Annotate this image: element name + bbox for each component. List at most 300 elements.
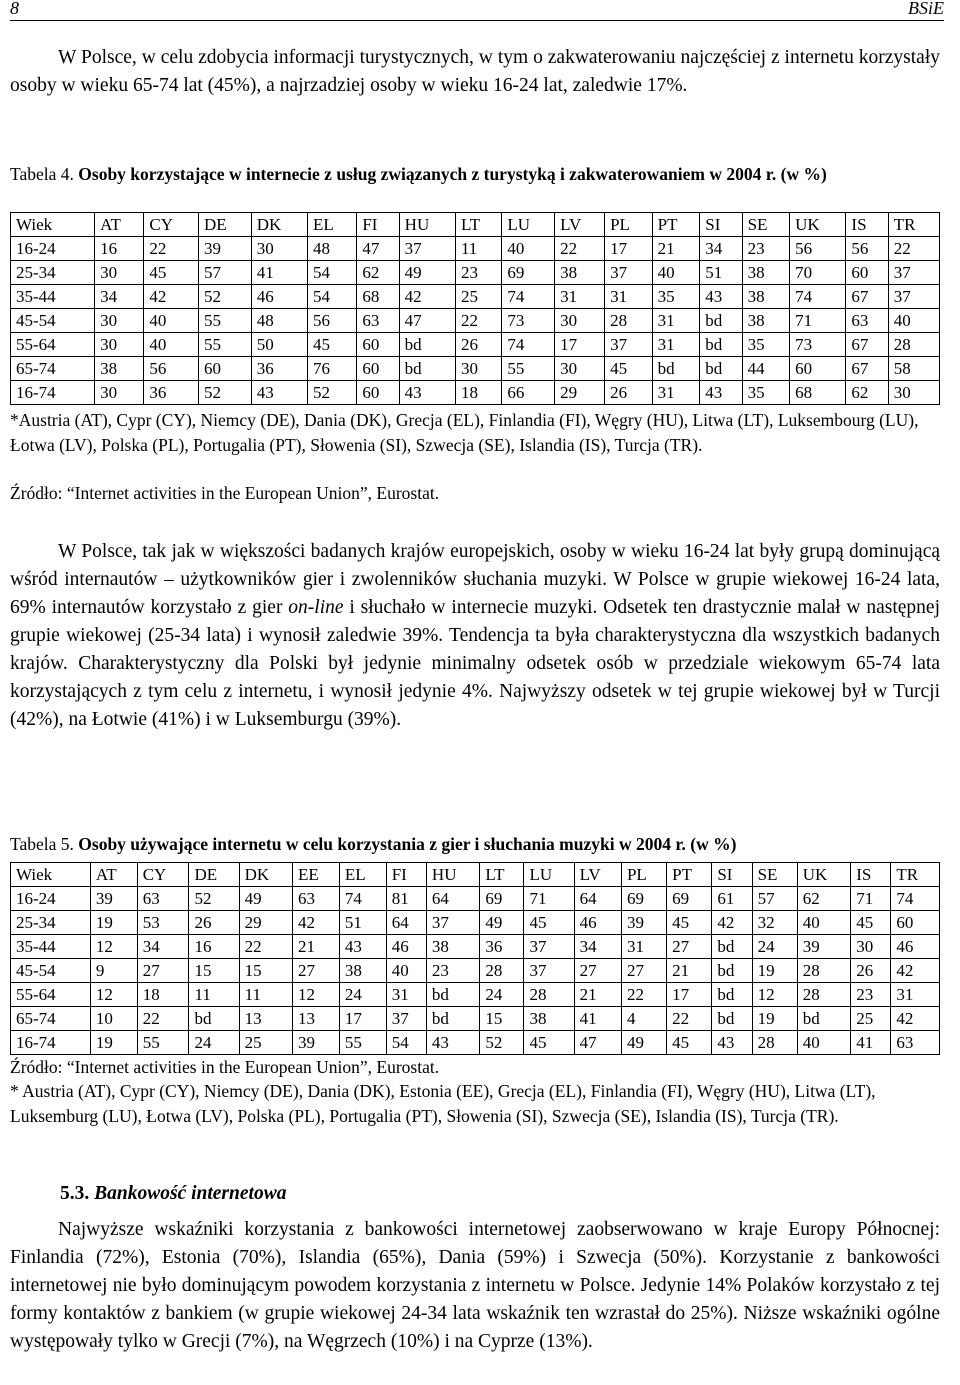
games-text-a: W Polsce, tak jak w większości badanych krajów europejskich, osoby w wieku 16-24 lat były grupą dominującą wśród internautów – użytkowników gier i zwolenników słuchania muzyki. W Polsce w grupie wiekowej 16-24 lata, 69% internautów korzystało z gier [10, 541, 940, 618]
table-cell: 45 [851, 911, 891, 935]
table-cell: 55 [502, 357, 555, 381]
table-cell: 67 [846, 333, 888, 357]
table-cell: 73 [790, 333, 846, 357]
table-cell: 31 [605, 285, 653, 309]
table-cell: 16-24 [11, 887, 91, 911]
table-cell: 38 [339, 959, 386, 983]
table-header-cell: AT [90, 863, 137, 887]
table-cell: 38 [742, 309, 790, 333]
table-cell: 65-74 [11, 1007, 91, 1031]
table-cell: 16-24 [11, 237, 95, 261]
section-title: Bankowość internetowa [94, 1183, 287, 1204]
table-cell: 54 [386, 1031, 426, 1055]
table-cell: 30 [95, 261, 144, 285]
table-cell: 46 [574, 911, 621, 935]
table-cell: 54 [308, 285, 357, 309]
table-cell: 60 [357, 381, 399, 405]
table-cell: 42 [293, 911, 340, 935]
table-header-cell: SE [752, 863, 797, 887]
table-cell: bd [426, 1007, 479, 1031]
table-header-cell: EE [293, 863, 340, 887]
table-cell: 52 [480, 1031, 524, 1055]
table-cell: 18 [137, 983, 189, 1007]
table-header-cell: TR [888, 213, 939, 237]
table-cell: 42 [712, 911, 752, 935]
table-cell: 31 [386, 983, 426, 1007]
table-cell: 61 [712, 887, 752, 911]
table-cell: 40 [502, 237, 555, 261]
table-cell: 52 [308, 381, 357, 405]
table-header-cell: LT [480, 863, 524, 887]
table-cell: 56 [308, 309, 357, 333]
table-cell: 15 [189, 959, 239, 983]
table-cell: 13 [239, 1007, 292, 1031]
table-cell: 43 [426, 1031, 479, 1055]
table-header-cell: SI [700, 213, 742, 237]
table-header-cell: Wiek [11, 863, 91, 887]
table-cell: 60 [357, 333, 399, 357]
table-cell: 25-34 [11, 261, 95, 285]
table-cell: 43 [700, 381, 742, 405]
table-cell: bd [652, 357, 700, 381]
table-cell: 24 [339, 983, 386, 1007]
table-cell: 39 [797, 935, 850, 959]
banking-text: Najwyższe wskaźniki korzystania z bankowości internetowej zaobserwowano w kraje Europy Północnej: Finlandia (72%), Estonia (70%), Islandia (65%), Dania (59%) i Szwecja (50%). Korzystanie z bankowości internetowej nie było dominującym powodem korzystania z internetu w Polsce. Jedynie 14% Polaków korzystało z tej formy kontaktów z bankiem (w grupie wiekowej 24-34 lata wskaźnik ten wzrastał do 25%). Niższe wskaźniki ogólne występowały tylko w Grecji (7%), na Węgrzech (10%) i na Cyprze (13%). [10, 1219, 940, 1352]
table-cell: 16-74 [11, 381, 95, 405]
table-cell: 45 [308, 333, 357, 357]
table-cell: 55 [339, 1031, 386, 1055]
table-cell: 31 [652, 309, 700, 333]
table-cell: 21 [667, 959, 712, 983]
table5 [10, 862, 940, 1055]
table-cell: 22 [239, 935, 292, 959]
table-cell: 62 [797, 887, 850, 911]
table-header-cell: UK [790, 213, 846, 237]
table-cell: bd [700, 309, 742, 333]
table-cell: 30 [251, 237, 307, 261]
table5-source: Źródło: “Internet activities in the European Union”, Eurostat. [10, 1057, 440, 1077]
table-cell: 12 [90, 983, 137, 1007]
table-cell: 17 [555, 333, 605, 357]
table-header-cell: IS [846, 213, 888, 237]
table-cell: 56 [846, 237, 888, 261]
table-cell: 52 [198, 381, 251, 405]
table-header-cell: DE [198, 213, 251, 237]
table4-footnote: *Austria (AT), Cypr (CY), Niemcy (DE), Dania (DK), Grecja (EL), Finlandia (FI), Węgry (HU), Litwa (LT), Luksembourg (LU), Łotwa (LV), Polska (PL), Portugalia (PT), Słowenia (SI), Szwecja (SE), Islandia (IS), Turcja (TR). [10, 410, 919, 455]
table-cell: 32 [752, 911, 797, 935]
table-cell: 48 [308, 237, 357, 261]
table-cell: 23 [742, 237, 790, 261]
table-cell: 30 [95, 309, 144, 333]
table-cell: 76 [308, 357, 357, 381]
table-cell: 39 [621, 911, 666, 935]
table-header-cell: PT [652, 213, 700, 237]
table-cell: bd [797, 1007, 850, 1031]
table-cell: 60 [790, 357, 846, 381]
table-header-cell: HU [399, 213, 455, 237]
table-cell: 11 [189, 983, 239, 1007]
table-cell: 16-74 [11, 1031, 91, 1055]
table-cell: 10 [90, 1007, 137, 1031]
games-text-b: i słuchało w internecie muzyki. Odsetek ten drastycznie malał w następnej grupie wiekowej (25-34 lata) i wynosił zaledwie 39%. Tendencja ta była charakterystyczna dla wszystkich badanych krajów. Charakterystyczny dla Polski był jedynie minimalny odsetek osób w przedziale wiekowym 65-74 lata korzystających z tym celu z internetu, i wynosił jedynie 4%. Najwyższy odsetek w tej grupie wiekowej był w Turcji (42%), na Łotwie (41%) i w Luksemburgu (39%). [10, 597, 940, 730]
table-cell: 46 [386, 935, 426, 959]
table-cell: 71 [851, 887, 891, 911]
table-cell: 65-74 [11, 357, 95, 381]
brand-label: BSiE [908, 0, 944, 18]
table-cell: 24 [752, 935, 797, 959]
table-cell: 22 [555, 237, 605, 261]
table-cell: 40 [797, 1031, 850, 1055]
table-cell: 74 [891, 887, 940, 911]
table-cell: 44 [742, 357, 790, 381]
table-header-cell: PT [667, 863, 712, 887]
table-cell: 51 [339, 911, 386, 935]
table-cell: 55 [137, 1031, 189, 1055]
games-paragraph [10, 538, 940, 734]
table-cell: 18 [455, 381, 501, 405]
table-cell: 63 [137, 887, 189, 911]
intro-paragraph [10, 44, 940, 100]
table-cell: 43 [251, 381, 307, 405]
table-cell: bd [712, 959, 752, 983]
table-cell: 4 [621, 1007, 666, 1031]
table-cell: 16 [189, 935, 239, 959]
table-cell: 53 [137, 911, 189, 935]
table-cell: 28 [524, 983, 574, 1007]
table-header-cell: PL [621, 863, 666, 887]
table-cell: 34 [700, 237, 742, 261]
table-header-cell: CY [144, 213, 199, 237]
table-cell: 31 [652, 381, 700, 405]
table-cell: 27 [293, 959, 340, 983]
table-row [11, 333, 940, 357]
section-heading [60, 1183, 286, 1205]
table-cell: 34 [574, 935, 621, 959]
table-cell: 37 [524, 959, 574, 983]
table-cell: 64 [426, 887, 479, 911]
table-cell: 19 [752, 1007, 797, 1031]
table-cell: 29 [239, 911, 292, 935]
table-cell: 23 [426, 959, 479, 983]
table-header-cell: LU [524, 863, 574, 887]
table-cell: 23 [455, 261, 501, 285]
table-row [11, 887, 940, 911]
table-header-cell: DK [251, 213, 307, 237]
table-cell: 40 [652, 261, 700, 285]
table-cell: 47 [574, 1031, 621, 1055]
table-cell: 40 [386, 959, 426, 983]
table-cell: 21 [574, 983, 621, 1007]
table-cell: 42 [891, 1007, 940, 1031]
table-cell: 43 [399, 381, 455, 405]
table-header-cell: LT [455, 213, 501, 237]
table-cell: 17 [605, 237, 653, 261]
table-cell: 31 [555, 285, 605, 309]
table-cell: 38 [555, 261, 605, 285]
table-cell: 74 [502, 285, 555, 309]
table-cell: 28 [797, 959, 850, 983]
table-cell: 28 [605, 309, 653, 333]
table-cell: 74 [339, 887, 386, 911]
table-cell: 52 [198, 285, 251, 309]
table-cell: 38 [95, 357, 144, 381]
table-cell: 64 [386, 911, 426, 935]
table-cell: 23 [851, 983, 891, 1007]
table-header-cell: EL [339, 863, 386, 887]
table-cell: 45 [667, 911, 712, 935]
table-header-cell: LV [555, 213, 605, 237]
table-cell: 74 [790, 285, 846, 309]
table-header-cell: Wiek [11, 213, 95, 237]
table-cell: 41 [574, 1007, 621, 1031]
table-cell: 31 [891, 983, 940, 1007]
table-row [11, 381, 940, 405]
table-cell: 12 [752, 983, 797, 1007]
table-row [11, 1007, 940, 1031]
table-cell: 24 [189, 1031, 239, 1055]
table-cell: 46 [891, 935, 940, 959]
table-cell: 26 [189, 911, 239, 935]
table-cell: 37 [399, 237, 455, 261]
table-cell: 60 [846, 261, 888, 285]
table-cell: 69 [621, 887, 666, 911]
table-row [11, 261, 940, 285]
table-cell: 30 [455, 357, 501, 381]
table5-title: Osoby używające internetu w celu korzystania z gier i słuchania muzyki w 2004 r. (w %) [78, 834, 737, 854]
table-cell: 49 [399, 261, 455, 285]
table4-unit: (w %) [780, 164, 827, 184]
table-row [11, 309, 940, 333]
table-header-row [11, 213, 940, 237]
table-cell: 37 [888, 261, 939, 285]
table-cell: 28 [888, 333, 939, 357]
table-row [11, 983, 940, 1007]
table-cell: 63 [846, 309, 888, 333]
table5-label: Tabela 5. [10, 834, 74, 854]
table-cell: 26 [605, 381, 653, 405]
table-cell: 56 [144, 357, 199, 381]
table-cell: 31 [621, 935, 666, 959]
table-cell: 27 [137, 959, 189, 983]
table-cell: 12 [90, 935, 137, 959]
table-cell: 35-44 [11, 285, 95, 309]
table-cell: 41 [251, 261, 307, 285]
table-cell: 60 [891, 911, 940, 935]
table-cell: 30 [851, 935, 891, 959]
table-cell: 35 [652, 285, 700, 309]
table-cell: 28 [797, 983, 850, 1007]
table-cell: 71 [790, 309, 846, 333]
table4-source: Źródło: “Internet activities in the European Union”, Eurostat. [10, 483, 440, 503]
table-cell: 34 [137, 935, 189, 959]
table-cell: 42 [399, 285, 455, 309]
table-cell: 66 [502, 381, 555, 405]
table-header-cell: PL [605, 213, 653, 237]
table-cell: 39 [293, 1031, 340, 1055]
table-header-cell: CY [137, 863, 189, 887]
table-row [11, 1031, 940, 1055]
table-cell: 81 [386, 887, 426, 911]
table-cell: 45-54 [11, 309, 95, 333]
table-cell: 70 [790, 261, 846, 285]
table-cell: 42 [144, 285, 199, 309]
table-cell: 38 [742, 261, 790, 285]
table-cell: 47 [357, 237, 399, 261]
table-cell: bd [712, 935, 752, 959]
table4 [10, 212, 940, 405]
table-cell: 13 [293, 1007, 340, 1031]
table-cell: 69 [502, 261, 555, 285]
table-cell: 69 [667, 887, 712, 911]
table-cell: bd [399, 333, 455, 357]
table-row [11, 911, 940, 935]
table-cell: 22 [137, 1007, 189, 1031]
table5-footnote: * Austria (AT), Cypr (CY), Niemcy (DE), Dania (DK), Estonia (EE), Grecja (EL), Finlandia (FI), Węgry (HU), Litwa (LT), Luksemburg (LU), Łotwa (LV), Polska (PL), Portugalia (PT), Słowenia (SI), Szwecja (SE), Islandia (IS), Turcja (TR). [10, 1081, 876, 1126]
table-row [11, 935, 940, 959]
table-cell: 62 [357, 261, 399, 285]
table-cell: 40 [144, 333, 199, 357]
table-cell: 60 [198, 357, 251, 381]
table-cell: 16 [95, 237, 144, 261]
table-cell: 29 [555, 381, 605, 405]
table-cell: 36 [251, 357, 307, 381]
table-cell: 56 [790, 237, 846, 261]
table-cell: bd [399, 357, 455, 381]
table-cell: bd [712, 1007, 752, 1031]
page-header [10, 0, 944, 21]
table-header-cell: AT [95, 213, 144, 237]
table-cell: 37 [605, 261, 653, 285]
table-cell: 40 [144, 309, 199, 333]
table-cell: 68 [790, 381, 846, 405]
table-cell: 36 [480, 935, 524, 959]
table-cell: 21 [652, 237, 700, 261]
table-cell: 12 [293, 983, 340, 1007]
table-cell: 19 [752, 959, 797, 983]
table-cell: 45 [144, 261, 199, 285]
banking-paragraph [10, 1216, 940, 1356]
table-cell: 39 [198, 237, 251, 261]
table-cell: 45 [524, 911, 574, 935]
table-row [11, 285, 940, 309]
table-cell: 67 [846, 285, 888, 309]
table-cell: 37 [888, 285, 939, 309]
table-cell: 30 [555, 309, 605, 333]
table4-title: Osoby korzystające w internecie z usług związanych z turystyką i zakwaterowaniem w 2004 r. [78, 164, 777, 184]
table-cell: 27 [574, 959, 621, 983]
table-header-row [11, 863, 940, 887]
table-cell: 58 [888, 357, 939, 381]
table-cell: 19 [90, 911, 137, 935]
table-cell: 28 [752, 1031, 797, 1055]
table-cell: 17 [667, 983, 712, 1007]
table-row [11, 237, 940, 261]
table-cell: 62 [846, 381, 888, 405]
table-cell: 40 [797, 911, 850, 935]
intro-text: W Polsce, w celu zdobycia informacji turystycznych, w tym o zakwaterowaniu najczęściej z internetu korzystały osoby w wieku 65-74 lat (45%), a najrzadziej osoby w wieku 16-24 lat, zaledwie 17%. [10, 47, 940, 96]
table-cell: 25 [851, 1007, 891, 1031]
table-cell: 47 [399, 309, 455, 333]
table-cell: bd [426, 983, 479, 1007]
table-cell: 38 [742, 285, 790, 309]
table-cell: 22 [621, 983, 666, 1007]
table-cell: bd [189, 1007, 239, 1031]
table-cell: 57 [198, 261, 251, 285]
table-cell: 55-64 [11, 983, 91, 1007]
table-cell: 63 [357, 309, 399, 333]
table-cell: 21 [293, 935, 340, 959]
table-cell: 26 [455, 333, 501, 357]
section-number: 5.3. [60, 1183, 90, 1204]
table-cell: 52 [189, 887, 239, 911]
table-cell: 45 [524, 1031, 574, 1055]
table-cell: 49 [239, 887, 292, 911]
table-header-cell: IS [851, 863, 891, 887]
table-cell: 51 [700, 261, 742, 285]
table-cell: 28 [480, 959, 524, 983]
table-cell: 50 [251, 333, 307, 357]
table-cell: 45 [605, 357, 653, 381]
table-header-cell: EL [308, 213, 357, 237]
table-cell: 9 [90, 959, 137, 983]
table-cell: 68 [357, 285, 399, 309]
table-header-cell: FI [357, 213, 399, 237]
games-text-italic: on-line [288, 597, 344, 618]
table-header-cell: SI [712, 863, 752, 887]
table5-caption [10, 832, 940, 857]
table-cell: bd [712, 983, 752, 1007]
table-cell: 46 [251, 285, 307, 309]
table-cell: 39 [90, 887, 137, 911]
table-cell: 43 [700, 285, 742, 309]
table-cell: 49 [621, 1031, 666, 1055]
table-header-cell: DE [189, 863, 239, 887]
table-header-cell: LV [574, 863, 621, 887]
table-cell: 22 [667, 1007, 712, 1031]
table-cell: 55 [198, 309, 251, 333]
table-cell: bd [700, 333, 742, 357]
table-cell: 49 [480, 911, 524, 935]
table-cell: 37 [605, 333, 653, 357]
table4-caption [10, 162, 940, 187]
table-cell: 42 [891, 959, 940, 983]
table-cell: 31 [652, 333, 700, 357]
table-cell: 69 [480, 887, 524, 911]
table-header-cell: SE [742, 213, 790, 237]
table-cell: 57 [752, 887, 797, 911]
table-cell: 27 [667, 935, 712, 959]
table-cell: bd [700, 357, 742, 381]
table-cell: 63 [293, 887, 340, 911]
table-cell: 15 [480, 1007, 524, 1031]
table-cell: 30 [95, 333, 144, 357]
table-cell: 30 [888, 381, 939, 405]
table-header-cell: DK [239, 863, 292, 887]
table-cell: 54 [308, 261, 357, 285]
table-header-cell: LU [502, 213, 555, 237]
table-cell: 30 [555, 357, 605, 381]
table-cell: 73 [502, 309, 555, 333]
table-cell: 22 [888, 237, 939, 261]
table-cell: 71 [524, 887, 574, 911]
table-cell: 43 [339, 935, 386, 959]
table-header-cell: TR [891, 863, 940, 887]
table-cell: 35 [742, 333, 790, 357]
table-cell: 67 [846, 357, 888, 381]
table-cell: 19 [90, 1031, 137, 1055]
table-cell: 74 [502, 333, 555, 357]
table-cell: 55 [198, 333, 251, 357]
